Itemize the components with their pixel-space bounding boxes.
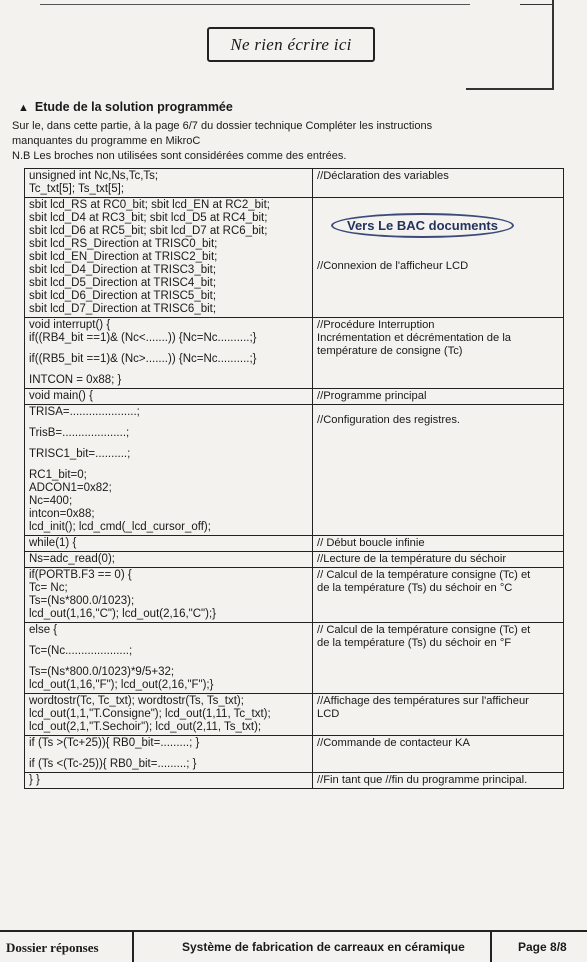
- instruction-line-1: Sur le, dans cette partie, à la page 6/7 du dossier technique Compléter les instructions: [12, 120, 433, 132]
- code-line: if((RB5_bit ==1)& (Nc>.......)) {Nc=Nc..........;}: [29, 353, 257, 365]
- code-line: wordtostr(Tc, Tc_txt); wordtostr(Ts, Ts_txt);: [29, 695, 244, 707]
- spacer: [317, 238, 559, 260]
- top-rule: [40, 4, 470, 5]
- code-cell: [25, 694, 313, 736]
- comment-line: // Début boucle infinie: [317, 537, 425, 549]
- code-cell: [25, 198, 313, 318]
- code-line: intcon=0x88;: [29, 508, 95, 520]
- comment-line: // Calcul de la température consigne (Tc) et: [317, 624, 531, 636]
- program-row: [25, 736, 564, 773]
- code-line: lcd_out(1,16,"C"); lcd_out(2,16,"C");}: [29, 608, 217, 620]
- code-line: if (Ts >(Tc+25)){ RB0_bit=.........; }: [29, 737, 200, 749]
- program-row: [25, 389, 564, 405]
- footer-dossier: Dossier réponses: [6, 940, 99, 955]
- section-title-text: Etude de la solution programmée: [34, 100, 233, 114]
- code-cell: [25, 623, 313, 694]
- comment-cell: [313, 198, 564, 318]
- footer-page-number: Page 8/8: [518, 940, 567, 954]
- instruction-line-2: manquantes du programme en MikroC: [12, 135, 201, 147]
- code-line: lcd_out(2,1,"T.Sechoir"); lcd_out(2,11, Ts_txt);: [29, 721, 262, 733]
- code-line: TRISC1_bit=..........;: [29, 448, 131, 460]
- code-line: RC1_bit=0;: [29, 469, 87, 481]
- comment-line: //Programme principal: [317, 390, 427, 402]
- blank-line: [29, 419, 308, 427]
- code-cell: [25, 568, 313, 623]
- comment-cell: [313, 536, 564, 552]
- blank-line: [29, 366, 308, 374]
- blank-line: [317, 406, 559, 414]
- program-row: [25, 568, 564, 623]
- code-line: sbit lcd_D4_Direction at TRISC3_bit;: [29, 264, 217, 276]
- comment-line: de la température (Ts) du séchoir en °C: [317, 582, 513, 594]
- code-line: TrisB=....................;: [29, 427, 130, 439]
- comment-line: //Commande de contacteur KA: [317, 737, 470, 749]
- comment-cell: [313, 169, 564, 198]
- program-row: [25, 694, 564, 736]
- comment-cell: [313, 736, 564, 773]
- code-line: ADCON1=0x82;: [29, 482, 112, 494]
- code-line: Ts=(Ns*800.0/1023)*9/5+32;: [29, 666, 175, 678]
- comment-cell: [313, 623, 564, 694]
- code-line: Ts=(Ns*800.0/1023);: [29, 595, 135, 607]
- code-line: sbit lcd_D4 at RC3_bit; sbit lcd_D5 at RC4_bit;: [29, 212, 268, 224]
- code-line: lcd_out(1,1,"T.Consigne"); lcd_out(1,11, Tc_txt);: [29, 708, 271, 720]
- comment-line: //Configuration des registres.: [317, 414, 461, 426]
- blank-line: [29, 345, 308, 353]
- comment-line: // Calcul de la température consigne (Tc) et: [317, 569, 531, 581]
- code-line: Tc=(Nc....................;: [29, 645, 133, 657]
- program-row: [25, 773, 564, 789]
- comment-line: Incrémentation et décrémentation de la: [317, 332, 512, 344]
- arrow-icon: ▲: [18, 102, 29, 114]
- instruction-line-3: N.B Les broches non utilisées sont considérées comme des entrées.: [12, 150, 347, 162]
- code-line: lcd_init(); lcd_cmd(_lcd_cursor_off);: [29, 521, 211, 533]
- code-line: unsigned int Nc,Ns,Tc,Ts;: [29, 170, 159, 182]
- code-line: Tc= Nc;: [29, 582, 68, 594]
- right-frame-top: [520, 4, 554, 5]
- comment-line: //Fin tant que //fin du programme principal.: [317, 774, 528, 786]
- program-row: [25, 552, 564, 568]
- code-line: } }: [29, 774, 40, 786]
- code-cell: [25, 552, 313, 568]
- code-cell: [25, 389, 313, 405]
- code-line: Tc_txt[5]; Ts_txt[5];: [29, 183, 125, 195]
- program-row: [25, 536, 564, 552]
- section-title: [18, 100, 233, 114]
- code-line: sbit lcd_EN_Direction at TRISC2_bit;: [29, 251, 218, 263]
- program-row: [25, 318, 564, 389]
- code-line: sbit lcd_D6 at RC5_bit; sbit lcd_D7 at RC6_bit;: [29, 225, 268, 237]
- comment-cell: [313, 318, 564, 389]
- comment-cell: [313, 694, 564, 736]
- comment-line: //Connexion de l'afficheur LCD: [317, 260, 469, 272]
- comment-cell: [313, 773, 564, 789]
- comment-cell: [313, 405, 564, 536]
- code-line: Nc=400;: [29, 495, 73, 507]
- blank-line: [29, 461, 308, 469]
- program-row: [25, 169, 564, 198]
- code-line: void main() {: [29, 390, 93, 402]
- code-line: while(1) {: [29, 537, 77, 549]
- footer-divider: [132, 932, 134, 962]
- code-line: sbit lcd_RS at RC0_bit; sbit lcd_EN at RC2_bit;: [29, 199, 270, 211]
- code-line: INTCON = 0x88; }: [29, 374, 122, 386]
- code-cell: [25, 318, 313, 389]
- program-row: [25, 623, 564, 694]
- code-line: void interrupt() {: [29, 319, 111, 331]
- comment-line: //Affichage des températures sur l'afficheur: [317, 695, 529, 707]
- code-line: lcd_out(1,16,"F"); lcd_out(2,16,"F");}: [29, 679, 214, 691]
- comment-line: de la température (Ts) du séchoir en °F: [317, 637, 512, 649]
- blank-line: [29, 658, 308, 666]
- watermark-badge: Vers Le BAC documents: [331, 213, 514, 238]
- footer-divider: [490, 932, 492, 962]
- right-frame-line: [552, 0, 554, 88]
- comment-cell: [313, 552, 564, 568]
- do-not-write-box: [207, 27, 375, 62]
- comment-line: //Déclaration des variables: [317, 170, 449, 182]
- comment-cell: [313, 389, 564, 405]
- code-line: sbit lcd_D7_Direction at TRISC6_bit;: [29, 303, 217, 315]
- right-frame-corner: [466, 88, 554, 90]
- comment-cell: [313, 568, 564, 623]
- code-line: sbit lcd_D6_Direction at TRISC5_bit;: [29, 290, 217, 302]
- page-footer: [0, 930, 587, 962]
- footer-system-title: Système de fabrication de carreaux en céramique: [182, 940, 465, 954]
- code-line: sbit lcd_D5_Direction at TRISC4_bit;: [29, 277, 217, 289]
- code-line: sbit lcd_RS_Direction at TRISC0_bit;: [29, 238, 218, 250]
- code-cell: [25, 405, 313, 536]
- comment-line: température de consigne (Tc): [317, 345, 463, 357]
- program-table: [24, 168, 564, 789]
- blank-line: [29, 750, 308, 758]
- code-cell: [25, 736, 313, 773]
- code-cell: [25, 169, 313, 198]
- header-title: Ne rien écrire ici: [230, 34, 352, 54]
- code-cell: [25, 536, 313, 552]
- code-line: if(PORTB.F3 == 0) {: [29, 569, 132, 581]
- comment-line: LCD: [317, 708, 340, 720]
- blank-line: [29, 637, 308, 645]
- code-line: TRISA=.....................;: [29, 406, 140, 418]
- program-row: [25, 198, 564, 318]
- code-line: if (Ts <(Tc-25)){ RB0_bit=.........; }: [29, 758, 197, 770]
- code-line: Ns=adc_read(0);: [29, 553, 115, 565]
- program-row: [25, 405, 564, 536]
- blank-line: [29, 440, 308, 448]
- comment-line: //Procédure Interruption: [317, 319, 435, 331]
- comment-line: //Lecture de la température du séchoir: [317, 553, 507, 565]
- code-cell: [25, 773, 313, 789]
- code-line: if((RB4_bit ==1)& (Nc<.......)) {Nc=Nc..........;}: [29, 332, 257, 344]
- code-line: else {: [29, 624, 58, 636]
